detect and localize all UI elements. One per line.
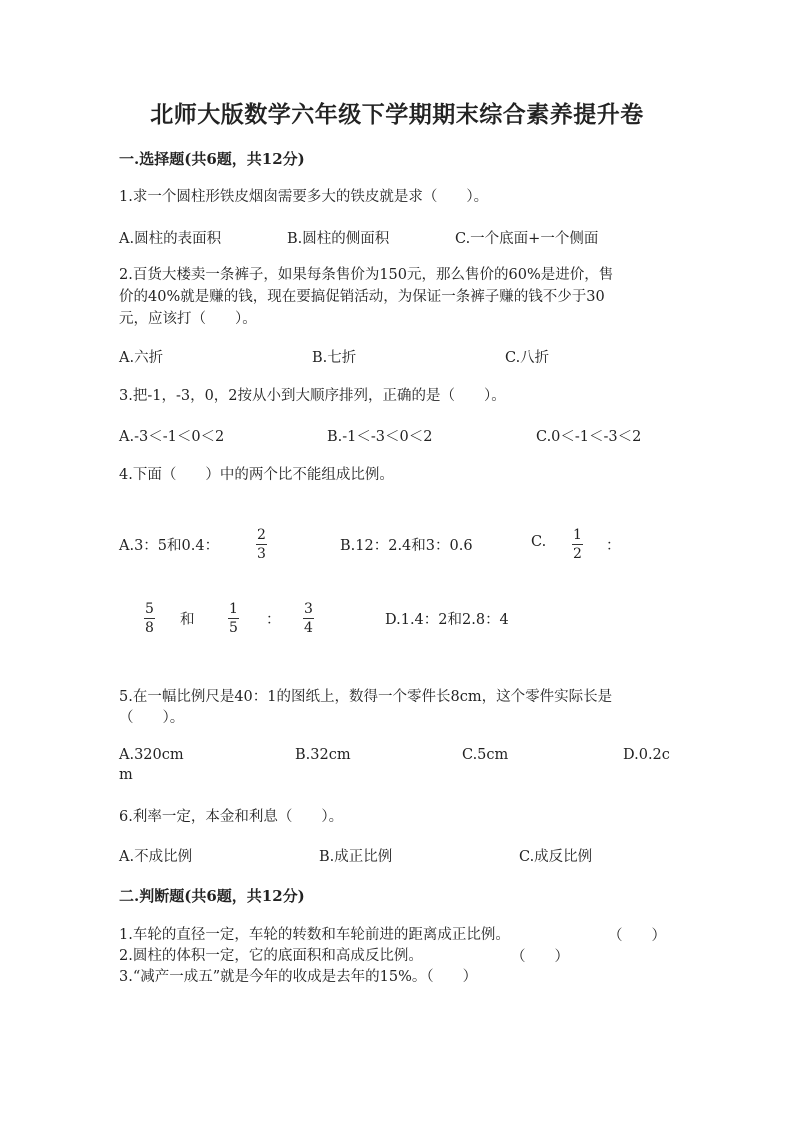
question-5-option-d: D.0.2c [623, 747, 670, 763]
question-6-option-a: A.不成比例 [119, 849, 193, 865]
page-title: 北师大版数学六年级下学期期末综合素养提升卷 [150, 101, 644, 128]
fraction-bar [303, 618, 314, 619]
question-2-line-1: 2.百货大楼卖一条裤子，如果每条售价为150元，那么售价的60%是进价，售 [119, 267, 614, 283]
judgment-2-answer-paren: （ ） [511, 949, 569, 965]
section-heading-judgment: 二.判断题(共6题，共12分) [119, 887, 305, 905]
question-4-fraction-1-2 [572, 527, 583, 562]
fraction-numerator: 1 [573, 527, 582, 543]
question-5-option-a: A.320cm [119, 747, 184, 763]
fraction-bar [572, 544, 583, 545]
question-3-option-c: C.0＜-1＜-3＜2 [536, 429, 642, 445]
judgment-1-text: 1.车轮的直径一定，车轮的转数和车轮前进的距离成正比例。 [119, 927, 510, 943]
question-5-line-1: 5.在一幅比例尺是40：1的图纸上，数得一个零件长8cm，这个零件实际长是 [119, 689, 613, 705]
question-6-text: 6.利率一定，本金和利息（ ）。 [119, 809, 344, 825]
question-4-option-b: B.12：2.4和3：0.6 [340, 538, 473, 554]
question-6-option-b: B.成正比例 [319, 849, 393, 865]
question-6-option-c: C.成反比例 [519, 849, 593, 865]
section-heading-choice: 一.选择题(共6题，共12分) [119, 150, 305, 168]
question-3-option-a: A.-3＜-1＜0＜2 [119, 429, 225, 445]
fraction-denominator: 8 [145, 620, 154, 636]
fraction-bar [228, 618, 239, 619]
question-5-option-c: C.5cm [462, 747, 509, 763]
fraction-denominator: 3 [257, 546, 266, 562]
question-1-option-a: A.圆柱的表面积 [119, 231, 222, 247]
fraction-denominator: 2 [573, 546, 582, 562]
question-2-line-3: 元，应该打（ ）。 [119, 311, 257, 327]
judgment-1-answer-paren: （ ） [608, 928, 666, 944]
question-1-text: 1.求一个圆柱形铁皮烟囱需要多大的铁皮就是求（ ）。 [119, 189, 489, 205]
and-word: 和 [180, 612, 195, 628]
judgment-2-text: 2.圆柱的体积一定，它的底面积和高成反比例。 [119, 948, 423, 964]
question-2-option-a: A.六折 [119, 350, 164, 366]
question-5-line-2: （ ）。 [119, 710, 185, 726]
fraction-numerator: 1 [229, 601, 238, 617]
colon-symbol: ： [606, 538, 621, 554]
question-4-option-c-prefix: C. [531, 534, 547, 550]
question-4-option-d: D.1.4：2和2.8：4 [385, 612, 509, 628]
question-4-fraction-3-4 [303, 601, 314, 636]
question-5-option-b: B.32cm [295, 747, 351, 763]
fraction-denominator: 4 [304, 620, 313, 636]
fraction-bar [144, 618, 155, 619]
fraction-numerator: 5 [145, 601, 154, 617]
question-4-fraction-1-5 [228, 601, 239, 636]
question-3-option-b: B.-1＜-3＜0＜2 [327, 429, 433, 445]
question-2-line-2: 价的40%就是赚的钱，现在要搞促销活动，为保证一条裤子赚的钱不少于30 [119, 289, 605, 305]
question-1-option-b: B.圆柱的侧面积 [287, 231, 390, 247]
fraction-bar [256, 544, 267, 545]
question-5-option-d-wrap: m [119, 767, 133, 783]
question-2-option-c: C.八折 [505, 350, 550, 366]
question-3-text: 3.把-1，-3，0，2按从小到大顺序排列，正确的是（ ）。 [119, 388, 506, 404]
fraction-numerator: 2 [257, 527, 266, 543]
question-4-fraction-5-8 [144, 601, 155, 636]
fraction-denominator: 5 [229, 620, 238, 636]
colon-symbol: ： [266, 612, 281, 628]
question-1-option-c: C.一个底面+一个侧面 [455, 231, 599, 247]
fraction-numerator: 3 [304, 601, 313, 617]
question-2-option-b: B.七折 [312, 350, 357, 366]
judgment-3-text: 3.“减产一成五”就是今年的收成是去年的15%。（ ） [119, 969, 478, 985]
question-4-fraction-2-3 [256, 527, 267, 562]
question-4-text: 4.下面（ ）中的两个比不能组成比例。 [119, 467, 394, 483]
question-4-option-a-prefix: A.3：5和0.4： [119, 538, 220, 554]
